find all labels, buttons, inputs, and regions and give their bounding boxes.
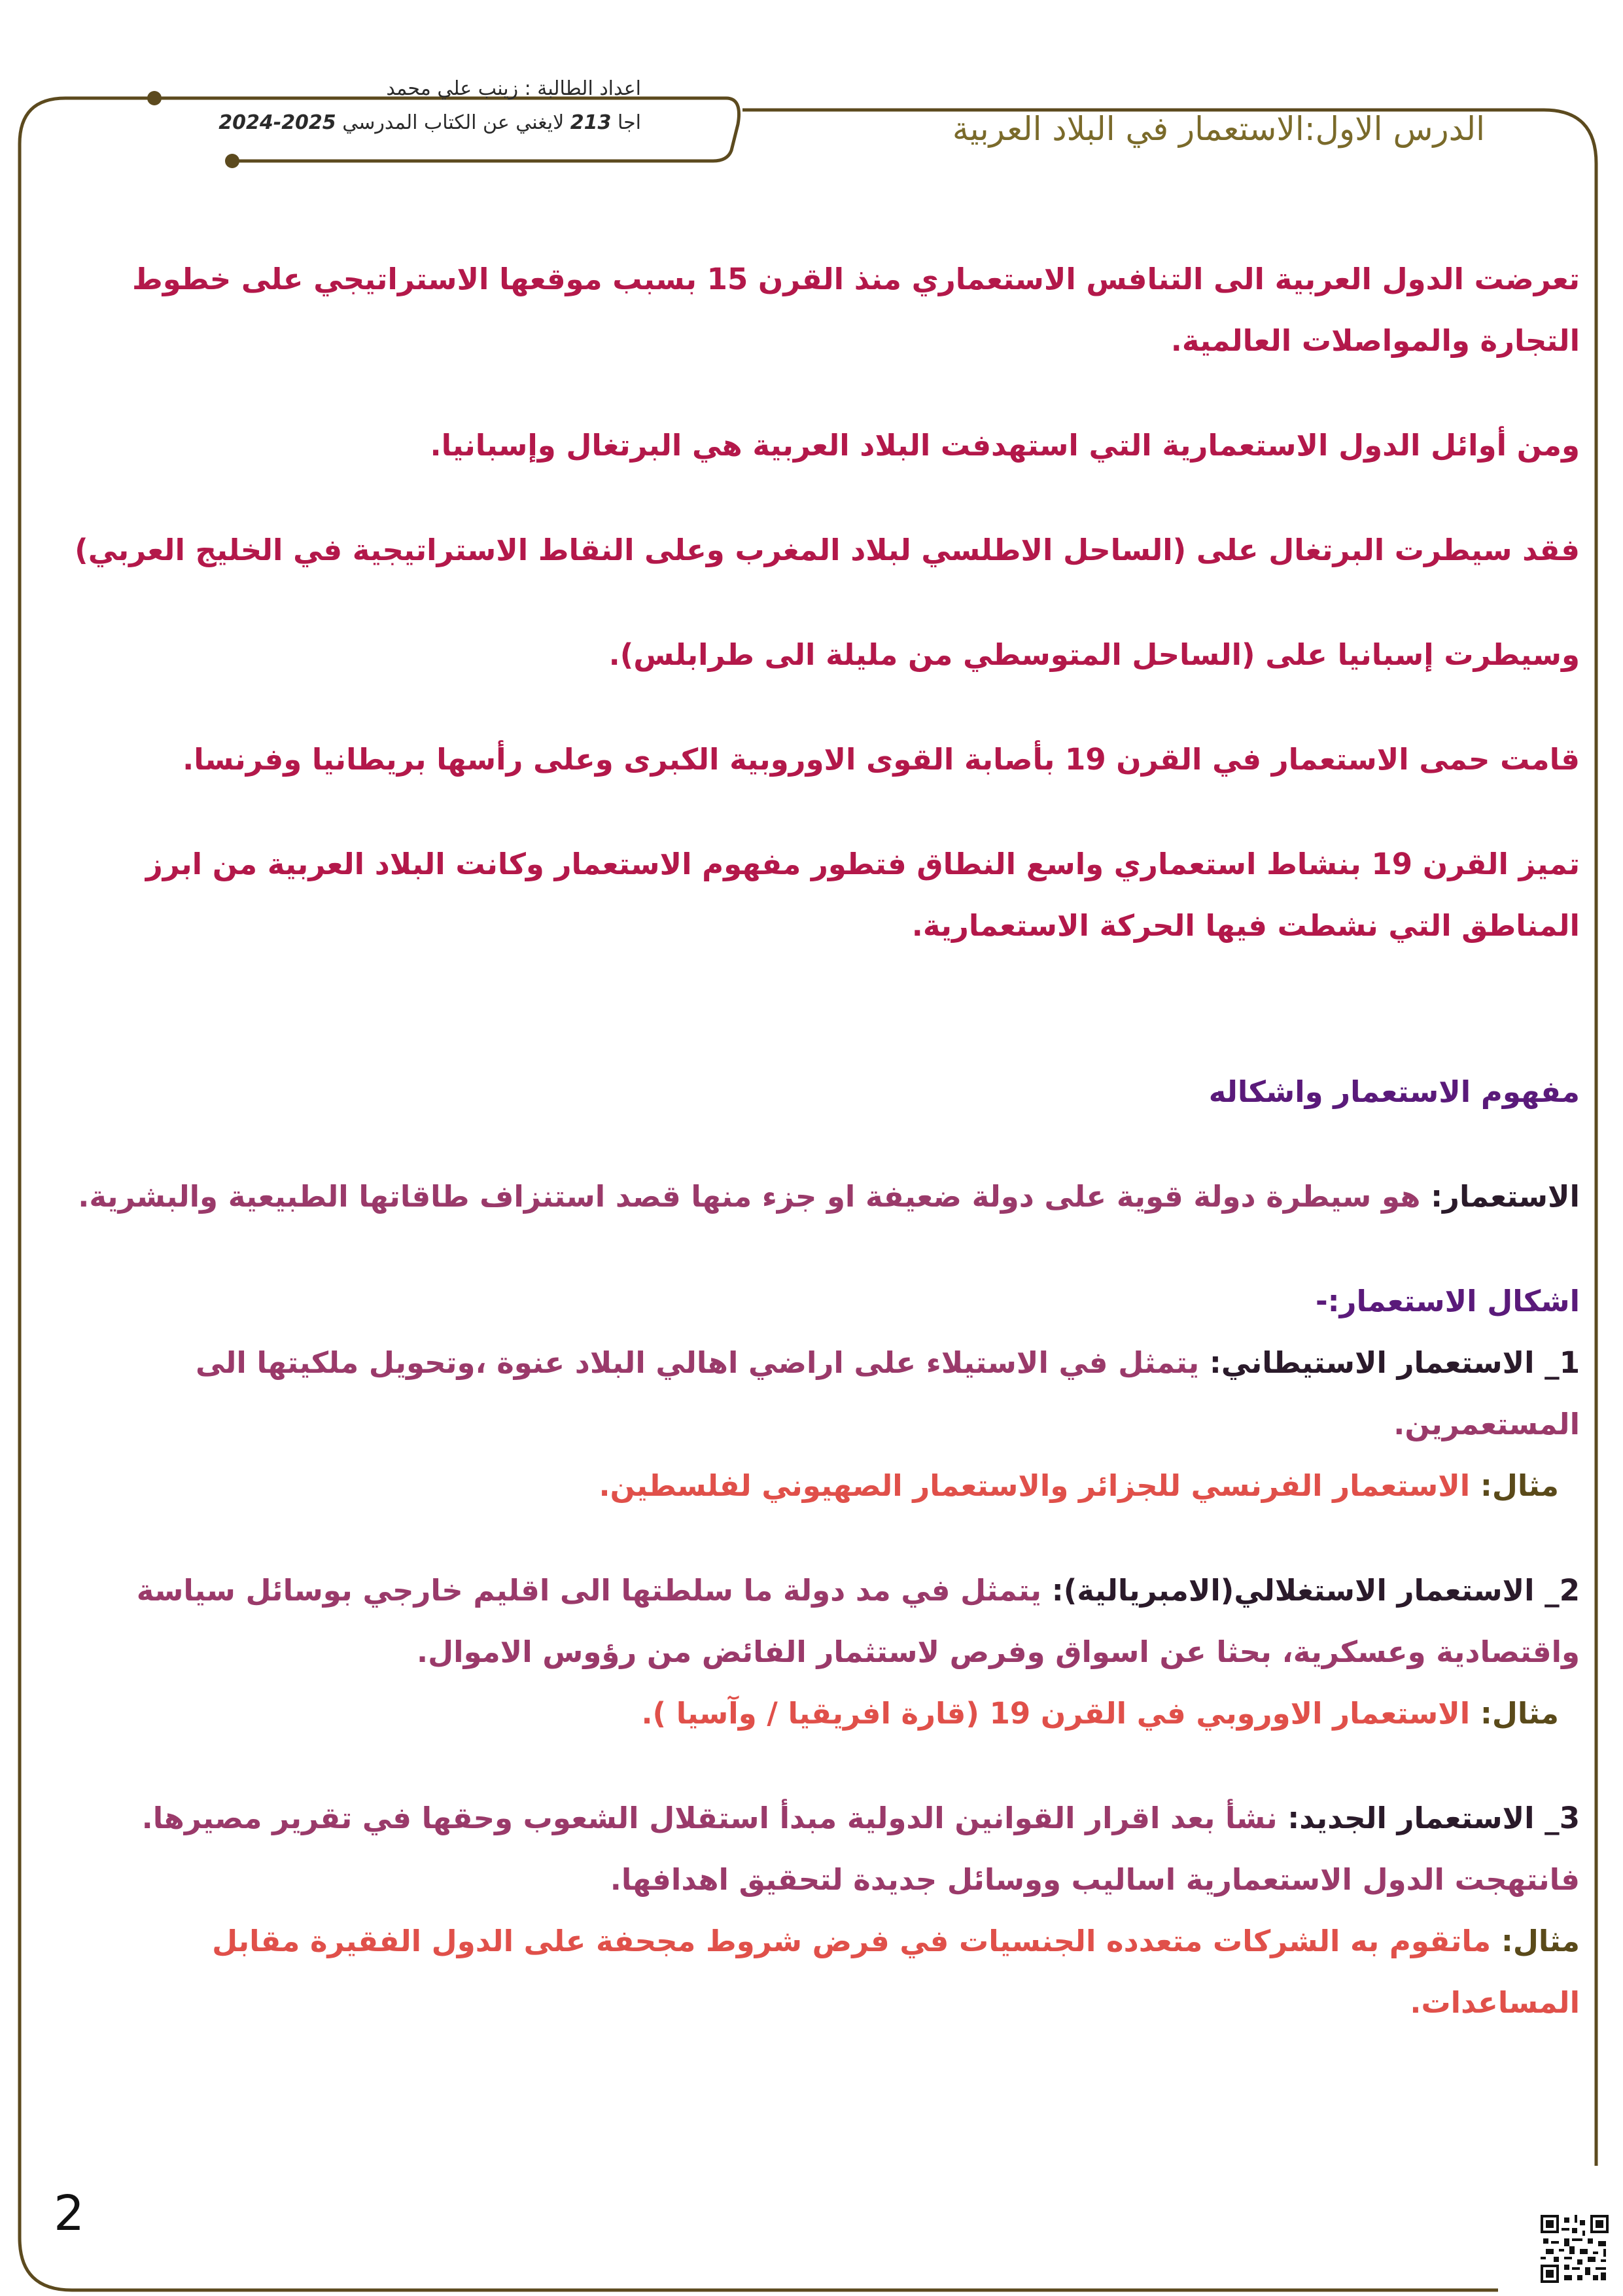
example-text: ماتقوم به الشركات متعدده الجنسيات في فرض شروط مجحفة على الدول الفقيرة مقابل المساعدات. <box>212 1924 1580 2020</box>
form-paragraph <box>49 1560 1580 1683</box>
form-label: 3_ الاستعمار الجديد: <box>1287 1801 1580 1835</box>
book-line <box>196 106 641 140</box>
form-paragraph <box>49 1788 1580 1911</box>
forms-heading: اشكال الاستعمار:- <box>1315 1284 1580 1318</box>
book-text: لايغني عن الكتاب المدرسي <box>342 111 565 134</box>
page-number: 2 <box>54 2185 85 2242</box>
form-text: نشأ بعد اقرار القوانين الدولية مبدأ استقلال الشعوب وحقها في تقرير مصيرها. فانتهجت الدول الاستعمارية اساليب ووسائل جديدة لتحقيق اهدافها. <box>141 1801 1580 1897</box>
form-label: 2_ الاستعمار الاستغلالي(الامبريالية): <box>1051 1573 1580 1608</box>
intro-paragraph: تعرضت الدول العربية الى التنافس الاستعماري منذ القرن 15 بسبب موقعها الاستراتيجي على خطوط التجارة والمواصلات العالمية. <box>132 262 1580 358</box>
definition-label: الاستعمار: <box>1431 1179 1580 1214</box>
example-text: الاستعمار الاوروبي في القرن 19 (قارة افريقيا / وآسيا ). <box>641 1696 1471 1731</box>
intro-paragraph: ومن أوائل الدول الاستعمارية التي استهدفت البلاد العربية هي البرتغال وإسبانيا. <box>430 428 1580 463</box>
school-year: 2025-2024 <box>218 111 336 134</box>
intro-paragraph: قامت حمى الاستعمار في القرن 19 بأصابة القوى الاوروبية الكبرى وعلى رأسها بريطانيا وفرنسا. <box>183 742 1580 777</box>
form-paragraph <box>49 1332 1580 1455</box>
definition-text: هو سيطرة دولة قوية على دولة ضعيفة او جزء منها قصد استنزاف طاقاتها الطبيعية والبشرية. <box>78 1179 1421 1214</box>
form-example <box>49 1683 1580 1744</box>
intro-paragraph: وسيطرت إسبانيا على (الساحل المتوسطي من مليلة الى طرابلس). <box>608 637 1580 672</box>
lesson-title: الدرس الاول:الاستعمار في البلاد العربية <box>952 110 1485 148</box>
example-label: مثال: <box>1501 1924 1580 1958</box>
header-author <box>196 72 641 140</box>
intro-paragraph: فقد سيطرت البرتغال على (الساحل الاطلسي لبلاد المغرب وعلى النقاط الاستراتيجية في الخليج العربي) <box>75 533 1580 567</box>
example-text: الاستعمار الفرنسي للجزائر والاستعمار الصهيوني لفلسطين. <box>599 1468 1471 1503</box>
intro-paragraph: تميز القرن 19 بنشاط استعماري واسع النطاق فتطور مفهوم الاستعمار وكانت البلاد العربية من ابرز المناطق التي نشطت فيها الحركة الاستعمارية. <box>145 847 1580 943</box>
definition-paragraph <box>49 1166 1580 1227</box>
form-example <box>49 1455 1580 1517</box>
form-text: يتمثل في مد دولة ما سلطتها الى اقليم خارجي بوسائل سياسة واقتصادية وعسكرية، بحثا عن اسواق وفرص لاستثمار الفائض من رؤوس الاموال. <box>136 1573 1580 1669</box>
section-heading: مفهوم الاستعمار واشكاله <box>1208 1074 1580 1109</box>
form-example <box>49 1911 1580 2034</box>
lesson-content <box>49 249 1580 2034</box>
form-text: يتمثل في الاستيلاء على اراضي اهالي البلاد عنوة ،وتحويل ملكيتها الى المستعمرين. <box>195 1345 1580 1441</box>
book-number: 213 <box>570 111 612 134</box>
author-line: اعداد الطالبة : زينب علي محمد <box>386 77 641 100</box>
qr-code <box>1541 2215 1609 2283</box>
book-prefix: اجا <box>617 111 641 134</box>
example-label: مثال: <box>1480 1468 1559 1503</box>
example-label: مثال: <box>1480 1696 1559 1731</box>
form-label: 1_ الاستعمار الاستيطاني: <box>1209 1345 1580 1380</box>
